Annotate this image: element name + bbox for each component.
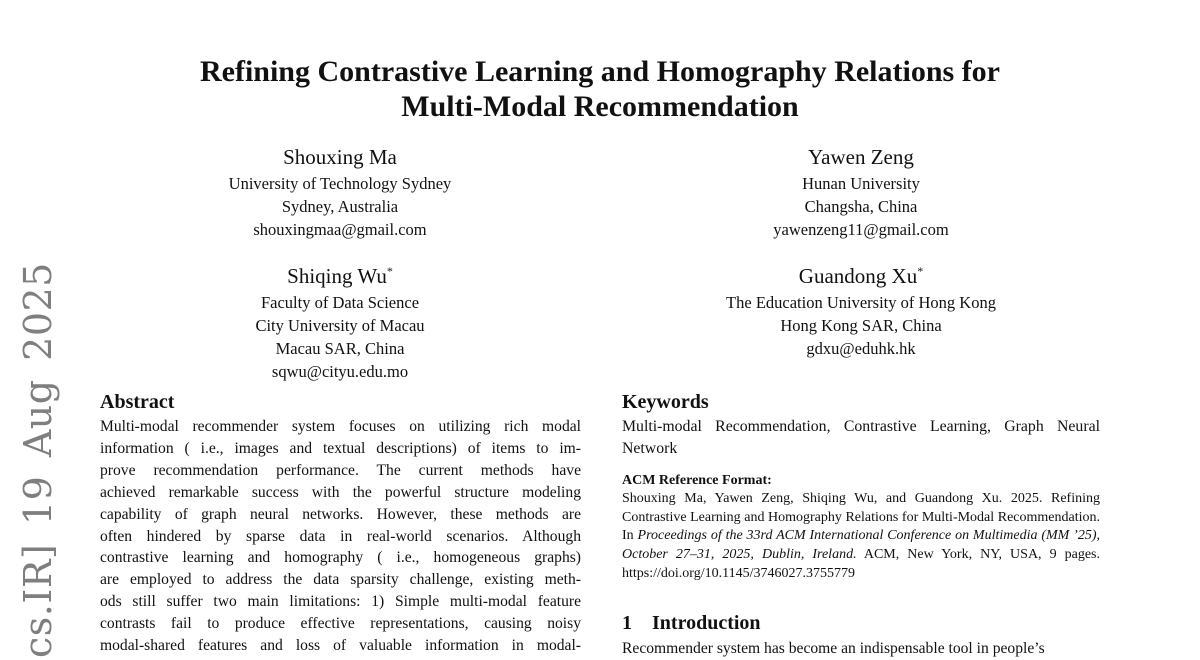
abstract-heading: Abstract bbox=[100, 391, 175, 413]
abstract-line: capability of graph neural networks. However, these methods are bbox=[100, 505, 581, 523]
author-name bbox=[622, 258, 1100, 289]
author-location: Sydney, Australia bbox=[281, 197, 399, 216]
arxiv-watermark: cs.IR] 19 Aug 2025 bbox=[16, 262, 60, 658]
acm-reference-heading: ACM Reference Format: bbox=[622, 473, 772, 488]
abstract-line: Multi-modal recommender system focuses on utilizing rich modal bbox=[100, 418, 581, 435]
author-email: gdxu@eduhk.hk bbox=[806, 339, 916, 358]
author-affiliation: University of Technology Sydney bbox=[228, 174, 452, 193]
acm-reference-part3: ACM, New York, NY, USA, 9 pages. bbox=[856, 547, 1100, 563]
abstract-line: information ( i.e., images and textual descriptions) of items to im- bbox=[100, 439, 581, 457]
acm-reference-venue-italic: Proceedings of the 33rd ACM International Conference on Multimedia (MM ’25), October 27–31, 2025, Dublin, Ireland. bbox=[622, 528, 1100, 563]
abstract-text bbox=[100, 416, 581, 657]
acm-reference-text bbox=[622, 490, 1100, 584]
abstract-line: are employed to address the data sparsity challenge, existing meth- bbox=[100, 571, 581, 589]
author-affiliation: The Education University of Hong Kong bbox=[726, 293, 996, 312]
introduction-heading bbox=[622, 611, 1100, 636]
author-block-yawen-zeng bbox=[622, 139, 1100, 241]
author-affiliation: Hunan University bbox=[802, 174, 920, 193]
author-name-text: Guandong Xu bbox=[798, 264, 918, 288]
abstract-line: prove recommendation performance. The current methods have bbox=[100, 461, 581, 479]
author-block-shiqing-wu bbox=[100, 258, 580, 383]
acm-reference-part1: Shouxing Ma, Yawen Zeng, Shiqing Wu, and Guandong Xu. 2025. Refining Contrastive Learning and Homography Relations for Multi-Modal Recommendation. In bbox=[622, 491, 1100, 544]
keywords-text: Multi-modal Recommendation, Contrastive Learning, Graph Neural Network bbox=[622, 418, 1100, 457]
paper-title bbox=[0, 54, 1200, 124]
author-location: Hong Kong SAR, China bbox=[780, 316, 942, 335]
abstract-line: contrastive learning and homography ( i.e., homogeneous graphs) bbox=[100, 549, 581, 567]
section-title: Introduction bbox=[652, 612, 761, 634]
author-name-text: Shiqing Wu bbox=[287, 264, 387, 288]
author-marker: * bbox=[386, 264, 393, 278]
doi-link[interactable]: https://doi.org/10.1145/3746027.3755779 bbox=[622, 565, 855, 581]
author-affiliation: City University of Macau bbox=[255, 316, 425, 335]
author-block-guandong-xu bbox=[622, 258, 1100, 360]
paper-title-line2: Multi-Modal Recommendation bbox=[401, 90, 799, 123]
author-email: yawenzeng11@gmail.com bbox=[773, 220, 949, 239]
introduction-first-line-clipped: Recommender system has become an indispensable tool in people’s bbox=[622, 640, 1045, 657]
author-email: shouxingmaa@gmail.com bbox=[253, 220, 427, 239]
abstract-line: contrasts fail to produce effective representations, causing noisy bbox=[100, 615, 581, 633]
author-marker: * bbox=[917, 264, 924, 278]
section-number: 1 bbox=[622, 612, 632, 634]
author-name bbox=[100, 258, 580, 289]
abstract-line: achieved remarkable success with the powerful structure modeling bbox=[100, 483, 581, 501]
author-name bbox=[100, 139, 580, 170]
abstract-line: modal-shared features and loss of valuable information in modal- bbox=[100, 637, 581, 655]
author-name-text: Yawen Zeng bbox=[808, 145, 914, 169]
author-location: Macau SAR, China bbox=[275, 339, 405, 358]
author-location: Changsha, China bbox=[804, 197, 918, 216]
keywords-heading: Keywords bbox=[622, 391, 709, 413]
author-block-shouxing-ma bbox=[100, 139, 580, 241]
author-name-text: Shouxing Ma bbox=[283, 145, 397, 169]
author-department: Faculty of Data Science bbox=[260, 293, 420, 312]
abstract-line: ods still suffer two main limitations: 1) Simple multi-modal feature bbox=[100, 593, 581, 611]
author-name bbox=[622, 139, 1100, 170]
abstract-line: often hindered by sparse data in real-world scenarios. Although bbox=[100, 527, 581, 545]
author-email: sqwu@cityu.edu.mo bbox=[271, 362, 409, 381]
paper-title-line1: Refining Contrastive Learning and Homography Relations for bbox=[199, 55, 1000, 88]
